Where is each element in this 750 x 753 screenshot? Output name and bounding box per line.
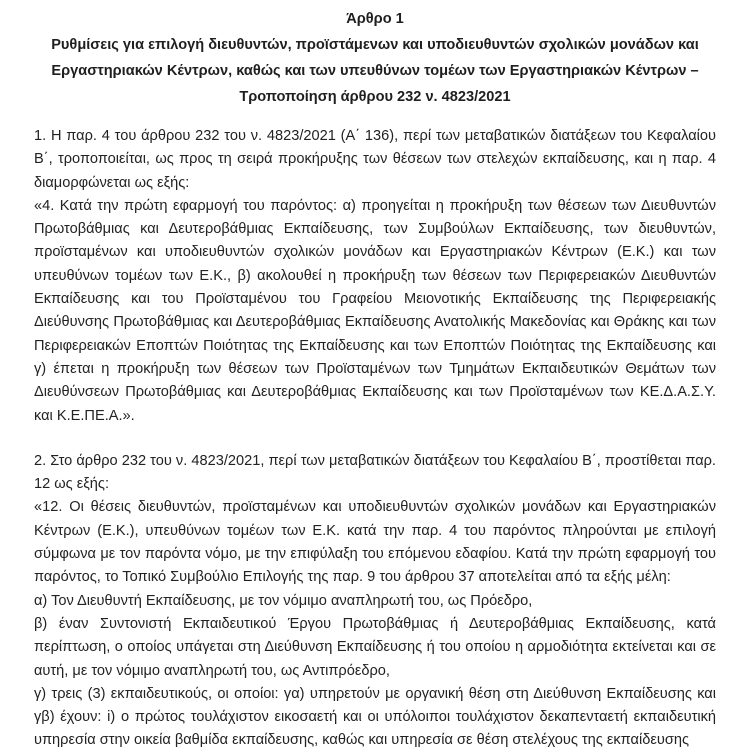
article-body <box>34 125 716 753</box>
law-paragraph-2 <box>34 450 716 753</box>
article-heading <box>34 6 716 110</box>
paragraph-1-intro: 1. Η παρ. 4 του άρθρου 232 του ν. 4823/2021 (Α΄ 136), περί των μεταβατικών διατάξεων του Κεφαλαίου Β΄, τροποποιείται, ως προς τη σειρά προκήρυξης των θέσεων των στελεχών εκπαίδευσης, και η παρ. 4 διαμορφώνεται ως εξής: <box>34 128 716 191</box>
paragraph-2-quoted-provision: «12. Οι θέσεις διευθυντών, προϊσταμένων και υποδιευθυντών σχολικών μονάδων και Εργαστηριακών Κέντρων (Ε.Κ.), υπευθύνων τομέων των Ε.Κ. κατά την παρ. 4 του παρόντος πληρούνται με επιλογή σύμφωνα με τον παρόντα νόμο, με την επιφύλαξη του επόμενου εδαφίου. Κατά την πρώτη εφαρμογή του παρόντος, το Τοπικό Συμβούλιο Επιλογής της παρ. 9 του άρθρου 37 αποτελείται από τα εξής μέλη: <box>34 499 716 586</box>
paragraph-2-item-a: α) Τον Διευθυντή Εκπαίδευσης, με τον νόμιμο αναπληρωτή του, ως Πρόεδρο, <box>34 592 533 609</box>
paragraph-2-item-b: β) έναν Συντονιστή Εκπαιδευτικού Έργου Πρωτοβάθμιας ή Δευτεροβάθμιας Εκπαίδευσης, κατά περίπτωση, ο οποίος υπάγεται στη Διεύθυνση Εκπαίδευσης ή του οποίου η αρμοδιότητα εκτείνεται και σε αυτή, με τον νόμιμο αναπληρωτή του, ως Αντιπρόεδρο, <box>34 615 716 679</box>
paragraph-1-quoted-provision: «4. Κατά την πρώτη εφαρμογή του παρόντος: α) προηγείται η προκήρυξη των θέσεων των Διευθυντών Πρωτοβάθμιας και Δευτεροβάθμιας Εκπαίδευσης, των Συμβούλων Εκπαίδευσης, των διευθυντών, προϊσταμένων και υποδιευθυντών σχολικών μονάδων και Εργαστηριακών Κέντρων (Ε.Κ.) και των υπευθύνων τομέων των Ε.Κ., β) ακολουθεί η προκήρυξη των θέσεων των Περιφερειακών Διευθυντών Εκπαίδευσης και του Προϊσταμένου του Γραφείου Μειονοτικής Εκπαίδευσης της Περιφερειακής Διεύθυνσης Πρωτοβάθμιας και Δευτεροβάθμιας Εκπαίδευσης Ανατολικής Μακεδονίας και Θράκης και των Περιφερειακών Εποπτών Ποιότητας της Εκπαίδευσης και των Εποπτών Ποιότητας της Εκπαίδευσης και γ) έπεται η προκήρυξη των θέσεων των Προϊσταμένων των Τμημάτων Εκπαιδευτικών Θεμάτων των Διευθύνσεων Πρωτοβάθμιας και Δευτεροβάθμιας Εκπαίδευσης και των Προϊσταμένων των ΚΕ.Δ.Α.Σ.Υ. και Κ.Ε.ΠΕ.Α.». <box>34 197 716 424</box>
paragraph-2-intro: 2. Στο άρθρο 232 του ν. 4823/2021, περί των μεταβατικών διατάξεων του Κεφαλαίου Β΄, προστίθεται παρ. 12 ως εξής: <box>34 452 716 493</box>
paragraph-2-item-c: γ) τρεις (3) εκπαιδευτικούς, οι οποίοι: γα) υπηρετούν με οργανική θέση στη Διεύθυνση Εκπαίδευσης και γβ) έχουν: i) ο πρώτος τουλάχιστον εικοσαετή και οι υπόλοιποι τουλάχιστον δεκαπενταετή εκπαιδευτική υπηρεσία στην οικεία βαθμίδα εκπαίδευσης, καθώς και υπηρεσία σε θέση στελέχους της εκπαίδευσης <box>34 685 716 749</box>
article-title: Ρυθμίσεις για επιλογή διευθυντών, προϊστάμενων και υποδιευθυντών σχολικών μονάδων και Εργαστηριακών Κέντρων, καθώς και των υπευθύνων τομέων των Εργαστηριακών Κέντρων – Τροποποίηση άρθρου 232 ν. 4823/2021 <box>51 37 699 105</box>
article-number: Άρθρο 1 <box>346 11 404 27</box>
law-paragraph-1 <box>34 125 716 428</box>
